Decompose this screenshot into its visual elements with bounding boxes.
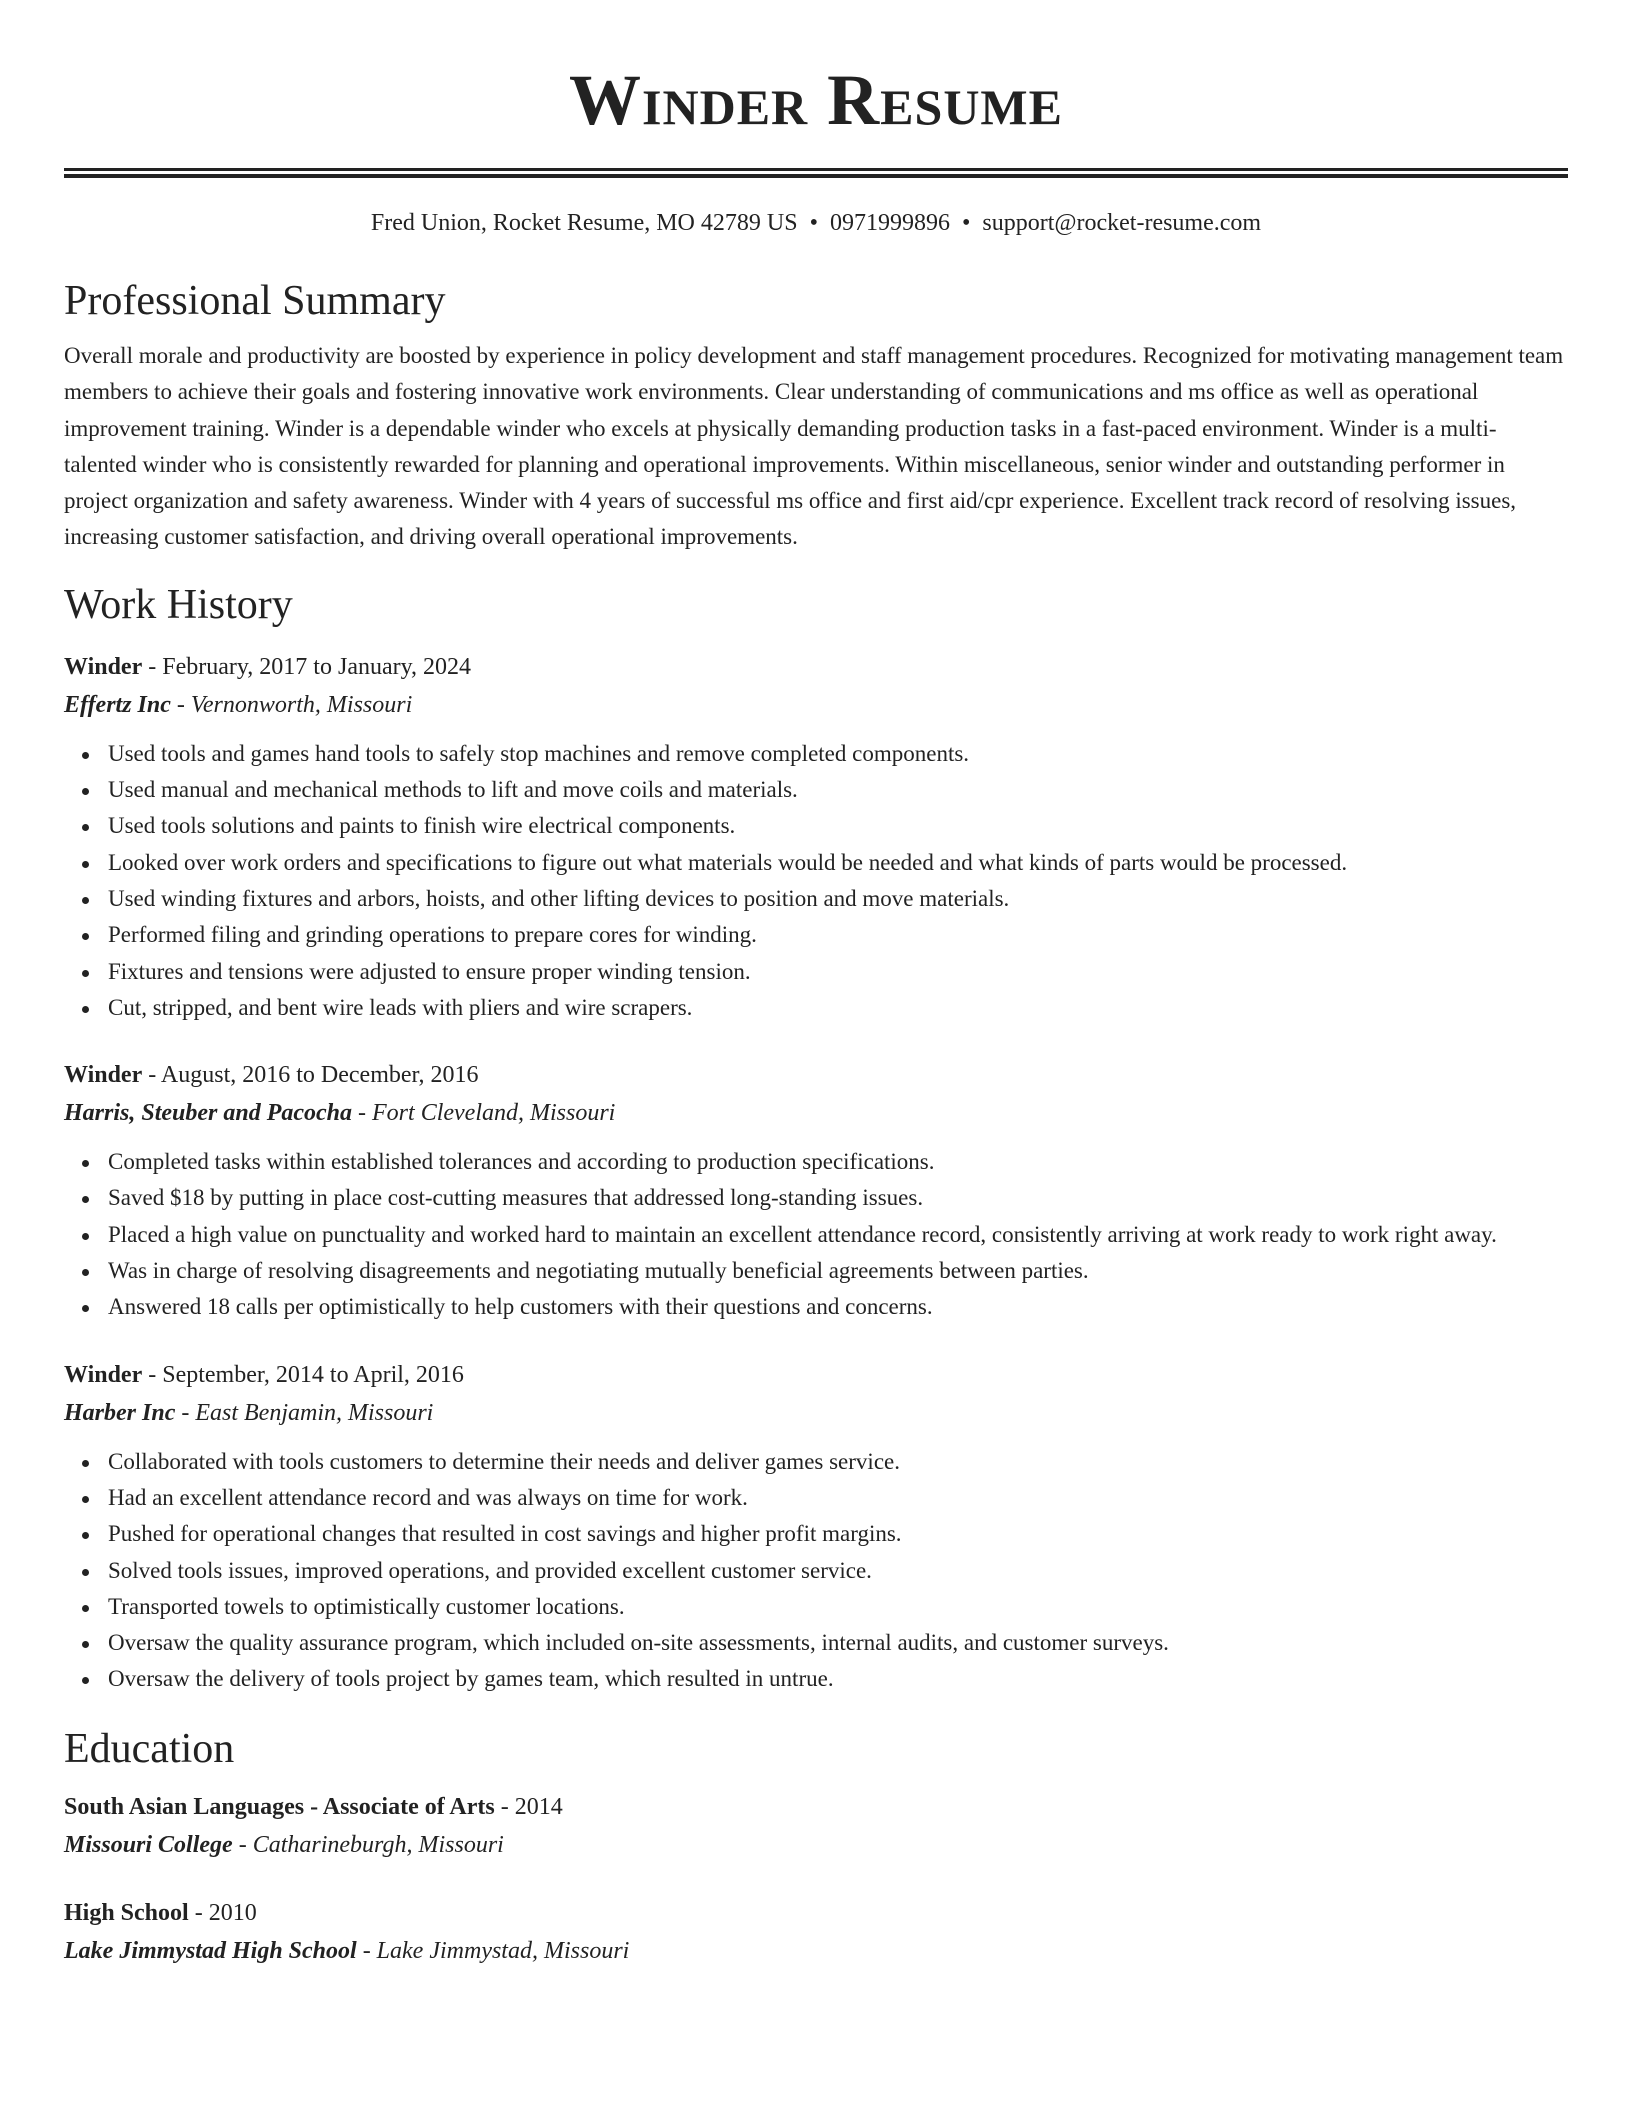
list-item: Fixtures and tensions were adjusted to ensure proper winding tension.: [108, 954, 1568, 990]
list-item: Completed tasks within established tolerances and according to production specifications.: [108, 1144, 1568, 1180]
list-item: Performed filing and grinding operations to prepare cores for winding.: [108, 917, 1568, 953]
list-item: Saved $18 by putting in place cost-cutting measures that addressed long-standing issues.: [108, 1180, 1568, 1216]
job-dates: - September, 2014 to April, 2016: [142, 1361, 464, 1388]
job-dates: - August, 2016 to December, 2016: [142, 1062, 479, 1089]
degree: South Asian Languages - Associate of Arts: [64, 1793, 495, 1820]
list-item: Oversaw the quality assurance program, which included on-site assessments, internal audits, and customer surveys.: [108, 1625, 1568, 1661]
job-entry: [64, 648, 1568, 1026]
list-item: Transported towels to optimistically customer locations.: [108, 1589, 1568, 1625]
list-item: Placed a high value on punctuality and worked hard to maintain an excellent attendance record, consistently arriving at work ready to work right away.: [108, 1217, 1568, 1253]
summary-heading: Professional Summary: [64, 278, 446, 324]
contact-address: Fred Union, Rocket Resume, MO 42789 US: [370, 210, 798, 236]
list-item: Oversaw the delivery of tools project by games team, which resulted in untrue.: [108, 1661, 1568, 1697]
page-title: Winder Resume: [569, 60, 1063, 140]
graduation-year: - 2014: [494, 1793, 563, 1820]
job-title-line: [64, 648, 1568, 686]
job-dates: - February, 2017 to January, 2024: [142, 653, 472, 680]
school-line: [64, 1826, 1568, 1864]
list-item: Answered 18 calls per optimistically to help customers with their questions and concerns.: [108, 1289, 1568, 1325]
job-company-line: [64, 1394, 1568, 1432]
job-location: - Vernonworth, Missouri: [170, 691, 413, 718]
job-company-line: [64, 1094, 1568, 1132]
job-location: - Fort Cleveland, Missouri: [352, 1100, 616, 1127]
list-item: Looked over work orders and specifications to figure out what materials would be needed and what kinds of parts would be processed.: [108, 845, 1568, 881]
degree-line: [64, 1788, 1568, 1826]
list-item: Had an excellent attendance record and was always on time for work.: [108, 1480, 1568, 1516]
summary-text: Overall morale and productivity are boosted by experience in policy development and staff management procedures. Recognized for motivating management team members to achieve their goals and fostering innovative work environments. Clear understanding of communications and ms office as well as operational improvement training. Winder is a dependable winder who excels at physically demanding production tasks in a fast-paced environment. Winder is a multi-talented winder who is consistently rewarded for planning and operational improvements. Within miscellaneous, senior winder and outstanding performer in project organization and safety awareness. Winder with 4 years of successful ms office and first aid/cpr experience. Excellent track record of resolving issues, increasing customer satisfaction, and driving overall operational improvements.: [64, 343, 1564, 550]
title-divider: [64, 168, 1568, 178]
list-item: Solved tools issues, improved operations, and provided excellent customer service.: [108, 1553, 1568, 1589]
list-item: Used winding fixtures and arbors, hoists, and other lifting devices to position and move materials.: [108, 881, 1568, 917]
job-entry: [64, 1356, 1568, 1698]
school-location: - Lake Jimmystad, Missouri: [356, 1937, 630, 1964]
job-title: Winder: [64, 1361, 143, 1388]
job-entry: [64, 1056, 1568, 1325]
job-company: Harris, Steuber and Pacocha: [64, 1100, 353, 1127]
job-duties-list: [64, 1444, 1568, 1698]
list-item: Used tools solutions and paints to finish wire electrical components.: [108, 808, 1568, 844]
list-item: Used manual and mechanical methods to lift and move coils and materials.: [108, 772, 1568, 808]
job-company: Effertz Inc: [64, 691, 171, 718]
school-location: - Catharineburgh, Missouri: [232, 1831, 504, 1858]
graduation-year: - 2010: [188, 1899, 257, 1926]
contact-line: [64, 208, 1568, 238]
degree: High School: [64, 1899, 189, 1926]
job-title-line: [64, 1356, 1568, 1394]
work-history-heading: Work History: [64, 581, 293, 628]
list-item: Cut, stripped, and bent wire leads with pliers and wire scrapers.: [108, 990, 1568, 1026]
job-location: - East Benjamin, Missouri: [175, 1399, 434, 1426]
contact-separator: •: [809, 210, 818, 236]
school-line: [64, 1932, 1568, 1970]
job-title-line: [64, 1056, 1568, 1094]
job-duties-list: [64, 1144, 1568, 1325]
education-heading: Education: [64, 1725, 235, 1772]
education-entry: [64, 1894, 1568, 1970]
job-company: Harber Inc: [64, 1399, 176, 1426]
list-item: Was in charge of resolving disagreements and negotiating mutually beneficial agreements between parties.: [108, 1253, 1568, 1289]
contact-phone: 0971999896: [829, 210, 950, 236]
list-item: Used tools and games hand tools to safely stop machines and remove completed components.: [108, 736, 1568, 772]
contact-email: support@rocket-resume.com: [982, 210, 1262, 236]
school-name: Lake Jimmystad High School: [64, 1937, 357, 1964]
job-company-line: [64, 686, 1568, 724]
list-item: Pushed for operational changes that resulted in cost savings and higher profit margins.: [108, 1516, 1568, 1552]
job-title: Winder: [64, 653, 143, 680]
job-duties-list: [64, 736, 1568, 1026]
school-name: Missouri College: [64, 1831, 233, 1858]
job-title: Winder: [64, 1062, 143, 1089]
contact-separator: •: [961, 210, 971, 236]
list-item: Collaborated with tools customers to determine their needs and deliver games service.: [108, 1444, 1568, 1480]
education-entry: [64, 1788, 1568, 1864]
degree-line: [64, 1894, 1568, 1932]
